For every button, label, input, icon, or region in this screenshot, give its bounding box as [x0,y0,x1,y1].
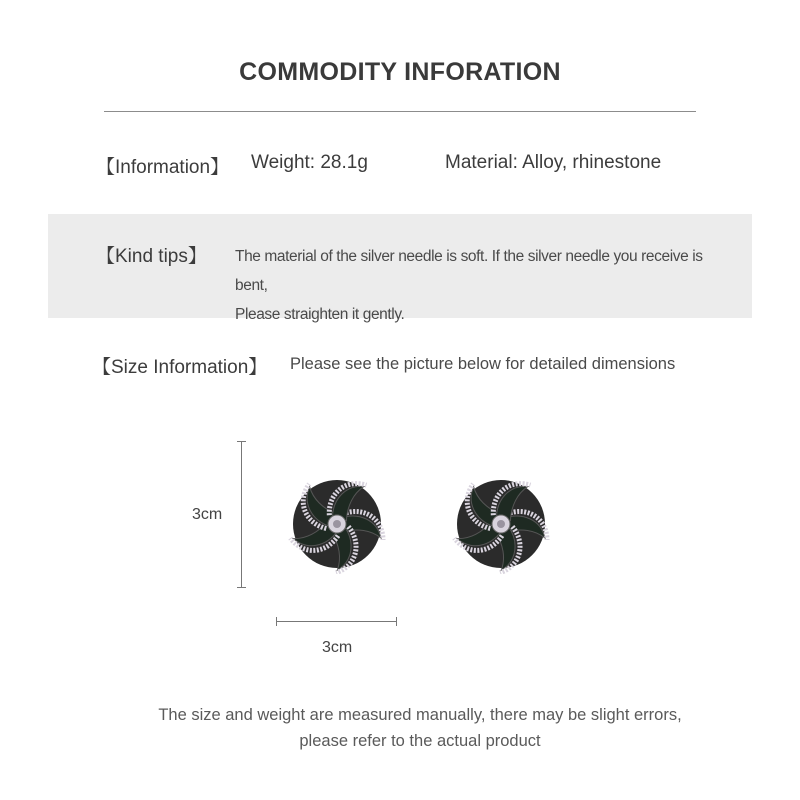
kind-tips-line-2: Please straighten it gently. [235,306,405,323]
material-text: Material: Alloy, rhinestone [445,152,662,173]
kind-tips-text [235,242,735,329]
size-information-label: 【Size Information】 [92,357,268,378]
page-title: COMMODITY INFORATION [239,58,561,86]
disclaimer-line-2: please refer to the actual product [299,732,541,750]
width-dimension-line [276,621,397,622]
height-dimension-cap-top [237,441,246,442]
height-dimension-label: 3cm [192,506,223,523]
kind-tips-label: 【Kind tips】 [96,246,207,267]
kind-tips-line-1: The material of the silver needle is soft. If the silver needle you receive is bent, [235,248,703,294]
weight-text: Weight: 28.1g [251,152,368,173]
title-divider [104,111,696,112]
height-dimension-line [241,441,242,587]
width-dimension-cap-left [276,617,277,626]
earring-right-image [451,474,551,574]
height-dimension-cap-bottom [237,587,246,588]
disclaimer-line-1: The size and weight are measured manually, there may be slight errors, [158,706,682,724]
information-label: 【Information】 [96,157,230,178]
width-dimension-cap-right [396,617,397,626]
disclaimer [0,702,800,754]
width-dimension-label: 3cm [322,639,353,656]
size-information-note: Please see the picture below for detailed dimensions [290,355,676,373]
earring-left-image [287,474,387,574]
